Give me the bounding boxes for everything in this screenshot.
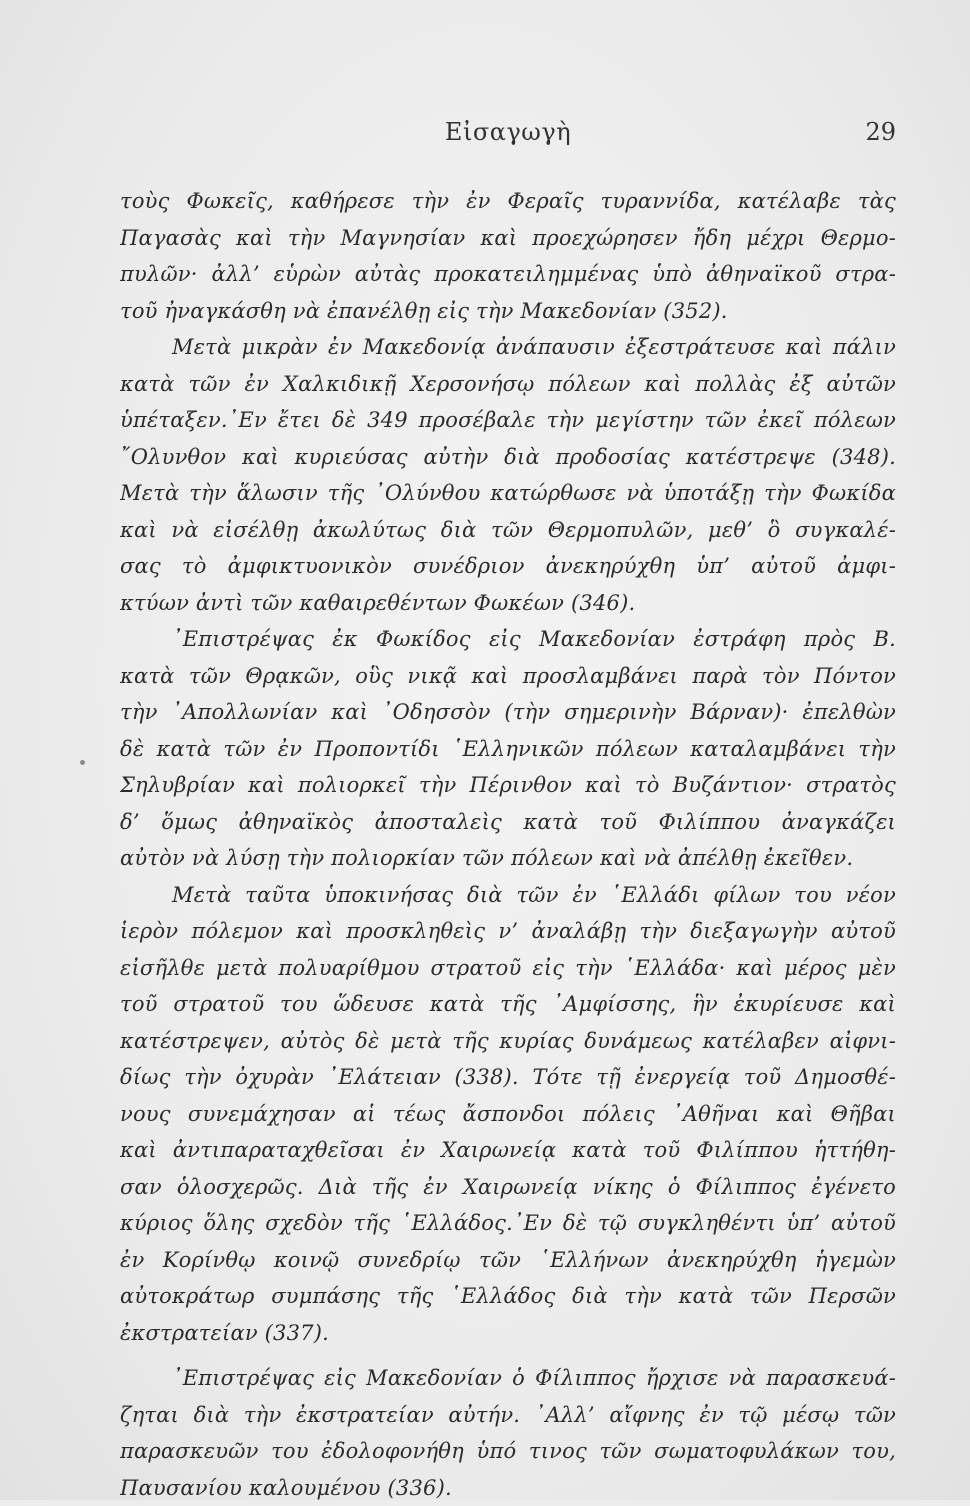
- text-line: ἱερὸν πόλεμον καὶ προσκληθεὶς ν’ ἀναλάβῃ τὴν διεξαγωγὴν αὐτοῦ: [120, 913, 896, 950]
- text-line: καὶ ἀντιπαραταχθεῖσαι ἐν Χαιρωνείᾳ κατὰ τοῦ Φιλίππου ἡττήθη-: [120, 1132, 896, 1169]
- text-line: δίως τὴν ὀχυρὰν ᾿Ελάτειαν (338). Τότε τῇ ἐνεργείᾳ τοῦ Δημοσθέ-: [120, 1059, 896, 1096]
- text-line: Μετὰ τὴν ἅλωσιν τῆς ᾿Ολύνθου κατώρθωσε νὰ ὑποτάξῃ τὴν Φωκίδα: [120, 475, 896, 512]
- text-line: παρασκευῶν του ἐδολοφονήθη ὑπό τινος τῶν σωματοφυλάκων του,: [120, 1433, 896, 1470]
- text-line: σαν ὁλοσχερῶς. Διὰ τῆς ἐν Χαιρωνείᾳ νίκης ὁ Φίλιππος ἐγένετο: [120, 1169, 896, 1206]
- page-header: [120, 118, 896, 158]
- text-line: ἐν Κορίνθῳ κοινῷ συνεδρίῳ τῶν ῾Ελλήνων ἀνεκηρύχθη ἡγεμὼν: [120, 1242, 896, 1279]
- text-line: κατὰ τῶν Θρᾳκῶν, οὓς νικᾷ καὶ προσλαμβάνει παρὰ τὸν Πόντον: [120, 658, 896, 695]
- text-line: ζηται διὰ τὴν ἐκστρατείαν αὐτήν. ᾿Αλλ’ αἴφνης ἐν τῷ μέσῳ τῶν: [120, 1397, 896, 1434]
- text-line: αὐτὸν νὰ λύσῃ τὴν πολιορκίαν τῶν πόλεων καὶ νὰ ἀπέλθῃ ἐκεῖθεν.: [120, 840, 896, 877]
- ink-speck: [80, 760, 85, 765]
- text-line: δ’ ὅμως ἀθηναϊκὸς ἀποσταλεὶς κατὰ τοῦ Φιλίππου ἀναγκάζει: [120, 804, 896, 841]
- text-line: εἰσῆλθε μετὰ πολυαρίθμου στρατοῦ εἰς τὴν ῾Ελλάδα· καὶ μέρος μὲν: [120, 950, 896, 987]
- text-line: δὲ κατὰ τῶν ἐν Προποντίδι ῾Ελληνικῶν πόλεων καταλαμβάνει τὴν: [120, 731, 896, 768]
- text-line: σας τὸ ἀμφικτυονικὸν συνέδριον ἀνεκηρύχθη ὑπ’ αὐτοῦ ἀμφι-: [120, 548, 896, 585]
- text-line: Παγασὰς καὶ τὴν Μαγνησίαν καὶ προεχώρησεν ἤδη μέχρι Θερμο-: [120, 220, 896, 257]
- text-line: αὐτοκράτωρ συμπάσης τῆς ῾Ελλάδος διὰ τὴν κατὰ τῶν Περσῶν: [120, 1278, 896, 1315]
- text-line: κτύων ἀντὶ τῶν καθαιρεθέντων Φωκέων (346).: [120, 585, 896, 622]
- text-line: καὶ νὰ εἰσέλθῃ ἀκωλύτως διὰ τῶν Θερμοπυλῶν, μεθ’ ὃ συγκαλέ-: [120, 512, 896, 549]
- text-line: τοὺς Φωκεῖς, καθήρεσε τὴν ἐν Φεραῖς τυραννίδα, κατέλαβε τὰς: [120, 183, 896, 220]
- text-line: τοῦ στρατοῦ του ὥδευσε κατὰ τῆς ᾿Αμφίσσης, ἣν ἐκυρίευσε καὶ: [120, 986, 896, 1023]
- text-line: Παυσανίου καλουμένου (336).: [120, 1470, 896, 1506]
- running-title: Εἰσαγωγὴ: [120, 118, 896, 146]
- page-number: 29: [865, 118, 896, 146]
- text-line: Μετὰ ταῦτα ὑποκινήσας διὰ τῶν ἐν ῾Ελλάδι φίλων του νέον: [120, 877, 896, 914]
- text-line: κατέστρεψεν, αὐτὸς δὲ μετὰ τῆς κυρίας δυνάμεως κατέλαβεν αἰφνι-: [120, 1023, 896, 1060]
- text-line: κύριος ὅλης σχεδὸν τῆς ῾Ελλάδος.᾿Εν δὲ τῷ συγκληθέντι ὑπ’ αὐτοῦ: [120, 1205, 896, 1242]
- text-line: ὑπέταξεν.᾿Εν ἔτει δὲ 349 προσέβαλε τὴν μεγίστην τῶν ἐκεῖ πόλεων: [120, 402, 896, 439]
- text-line: ᾿Επιστρέψας ἐκ Φωκίδος εἰς Μακεδονίαν ἐστράφη πρὸς Β.: [120, 621, 896, 658]
- text-line: κατὰ τῶν ἐν Χαλκιδικῇ Χερσονήσῳ πόλεων καὶ πολλὰς ἐξ αὐτῶν: [120, 366, 896, 403]
- text-line: ᾿Επιστρέψας εἰς Μακεδονίαν ὁ Φίλιππος ἤρχισε νὰ παρασκευά-: [120, 1360, 896, 1397]
- text-line: πυλῶν· ἀλλ’ εὑρὼν αὐτὰς προκατειλημμένας ὑπὸ ἀθηναϊκοῦ στρα-: [120, 256, 896, 293]
- text-line: τὴν ᾿Απολλωνίαν καὶ ᾿Οδησσὸν (τὴν σημερινὴν Βάρναν)· ἐπελθὼν: [120, 694, 896, 731]
- body-text: [120, 183, 896, 1506]
- text-line: ἐκστρατείαν (337).: [120, 1315, 896, 1352]
- text-line: ῎Ολυνθον καὶ κυριεύσας αὐτὴν διὰ προδοσίας κατέστρεψε (348).: [120, 439, 896, 476]
- text-line: νους συνεμάχησαν αἱ τέως ἄσπονδοι πόλεις ᾿Αθῆναι καὶ Θῆβαι: [120, 1096, 896, 1133]
- text-line: τοῦ ἠναγκάσθη νὰ ἐπανέλθῃ εἰς τὴν Μακεδονίαν (352).: [120, 293, 896, 330]
- text-line: Σηλυβρίαν καὶ πολιορκεῖ τὴν Πέρινθον καὶ τὸ Βυζάντιον· στρατὸς: [120, 767, 896, 804]
- text-line: Μετὰ μικρὰν ἐν Μακεδονίᾳ ἀνάπαυσιν ἐξεστράτευσε καὶ πάλιν: [120, 329, 896, 366]
